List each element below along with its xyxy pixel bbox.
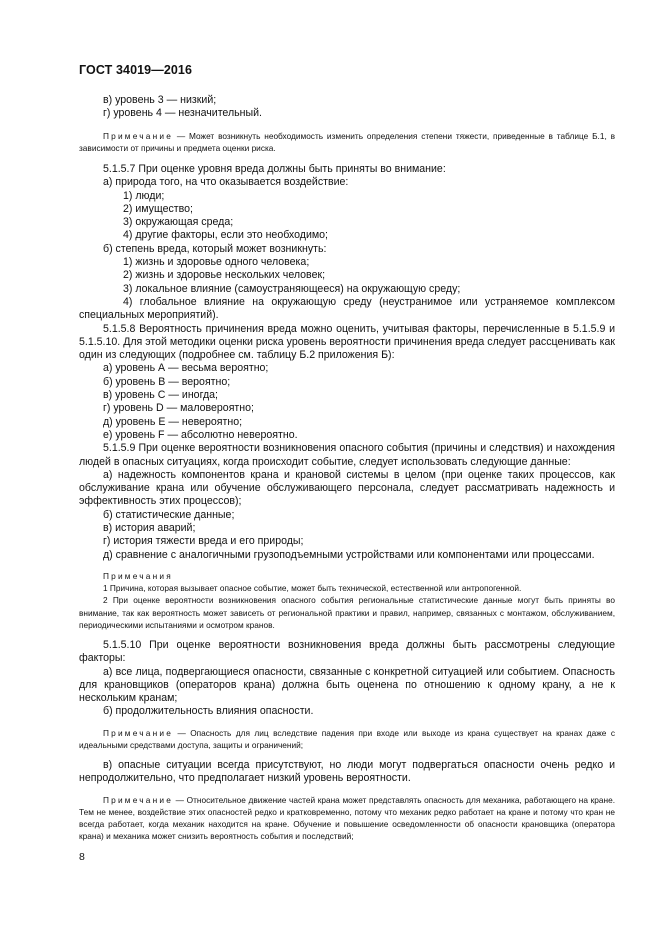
list-item: 3) окружающая среда; [123,216,234,229]
list-item: д) сравнение с аналогичными грузоподъемными устройствами или компонентами или процессами. [103,548,595,561]
list-item: в) уровень С — иногда; [103,389,218,402]
list-item: б) уровень В — вероятно; [103,375,231,388]
list-item: б) продолжительность влияния опасности. [103,705,314,718]
note-label: Примечание [103,130,174,141]
note-paragraph [79,794,615,843]
note-label: Примечание [103,794,174,805]
list-item: б) статистические данные; [103,508,235,521]
note-text: — Опасность для лиц вследствие падения при входе или выходе из крана существует на кранах даже с идеальными средствами доступа, защиты и ограничений; [79,727,615,750]
note-item: 1 Причина, которая вызывает опасное событие, может быть технической, естественной или антропогенной. [103,583,522,594]
note-paragraph [79,130,615,154]
list-item: 2) имущество; [123,202,193,215]
list-item: 4) другие факторы, если это необходимо; [123,229,328,242]
list-item: е) уровень F — абсолютно невероятно. [103,428,298,441]
list-item: 1) люди; [123,189,165,202]
page-number: 8 [79,851,85,863]
list-item: а) уровень А — весьма вероятно; [103,362,269,375]
standard-header: ГОСТ 34019—2016 [79,63,193,77]
list-item: в) история аварий; [103,522,196,535]
list-item: д) уровень Е — невероятно; [103,415,243,428]
note-text: — Относительное движение частей крана может представлять опасность для механика, работающего на кране. Тем не менее, воздействие этих опасностей редко и кратковременно, потому что механик редко работает на кране и потому что кран не всегда работает, когда механик находится на кране. Обучение и повышение осведомленности об опасности крановщика (оператора крана) и механика может снизить вероятность события и последствий; [79,794,615,842]
clause-5-1-5-8: 5.1.5.8 Вероятность причинения вреда можно оценить, учитывая факторы, перечисленные в 5.1.5.9 и 5.1.5.10. Для этой методики оценки риска уровень вероятности причинения вреда следует рассценивать как один из следующих (подробнее см. таблицу Б.2 приложения Б): [79,322,615,362]
list-item: б) степень вреда, который может возникнуть: [103,242,327,255]
list-item: 2) жизнь и здоровье нескольких человек; [123,269,326,282]
clause-5-1-5-7: 5.1.5.7 При оценке уровня вреда должны быть приняты во внимание: [103,163,446,175]
list-item: 4) глобальное влияние на окружающую среду (неустранимое или устраняемое комплексом специальных мероприятий). [79,295,615,322]
list-item: г) история тяжести вреда и его природы; [103,535,304,548]
list-item: 3) локальное влияние (самоустраняющееся) на окружающую среду; [123,282,461,295]
list-item: г) уровень 4 — незначительный. [103,107,262,120]
list-item: в) опасные ситуации всегда присутствуют, но люди могут подвергаться опасности очень редко и непродолжительно, что предполагает низкий уровень вероятности. [79,759,615,785]
list-item: 1) жизнь и здоровье одного человека; [123,256,310,269]
notes-heading: Примечания [103,570,173,581]
list-item: а) все лица, подвергающиеся опасности, связанные с конкретной ситуацией или событием. Опасность для крановщиков (операторов крана) должна быть оценена по отношению к одному крану, а не к нескольким кранам; [79,665,615,705]
clause-5-1-5-9: 5.1.5.9 При оценке вероятности возникновения опасного события (причины и следствия) и нахождения людей в опасных ситуациях, когда происходит событие, следует использовать следующие данные: [79,442,615,468]
list-item: а) надежность компонентов крана и крановой системы в целом (при оценке таких процессов, как обслуживание крана или обучение обслуживающего персонала, следует рассматривать надежность и эффективность этих процессов); [79,468,615,508]
note-paragraph [79,727,615,751]
list-item: в) уровень 3 — низкий; [103,94,217,106]
note-item: 2 При оценке вероятности возникновения опасного события региональные статистические данные могут быть приняты во внимание, так как вероятность может зависеть от региональной практики и правил, например, связанных с монтажом, обслуживанием, периодическими испытаниями и осмотром кранов. [79,595,615,630]
list-item: г) уровень D — маловероятно; [103,402,254,415]
list-item: а) природа того, на что оказывается воздействие: [103,176,349,189]
note-label: Примечание [103,727,174,738]
note-text: — Может возникнуть необходимость изменить определения степени тяжести, приведенные в таблице Б.1, в зависимости от причины и предмета оценки риска. [79,130,615,153]
document-body [79,94,615,843]
clause-5-1-5-10: 5.1.5.10 При оценке вероятности возникновения вреда должны быть рассмотрены следующие факторы: [79,638,615,665]
